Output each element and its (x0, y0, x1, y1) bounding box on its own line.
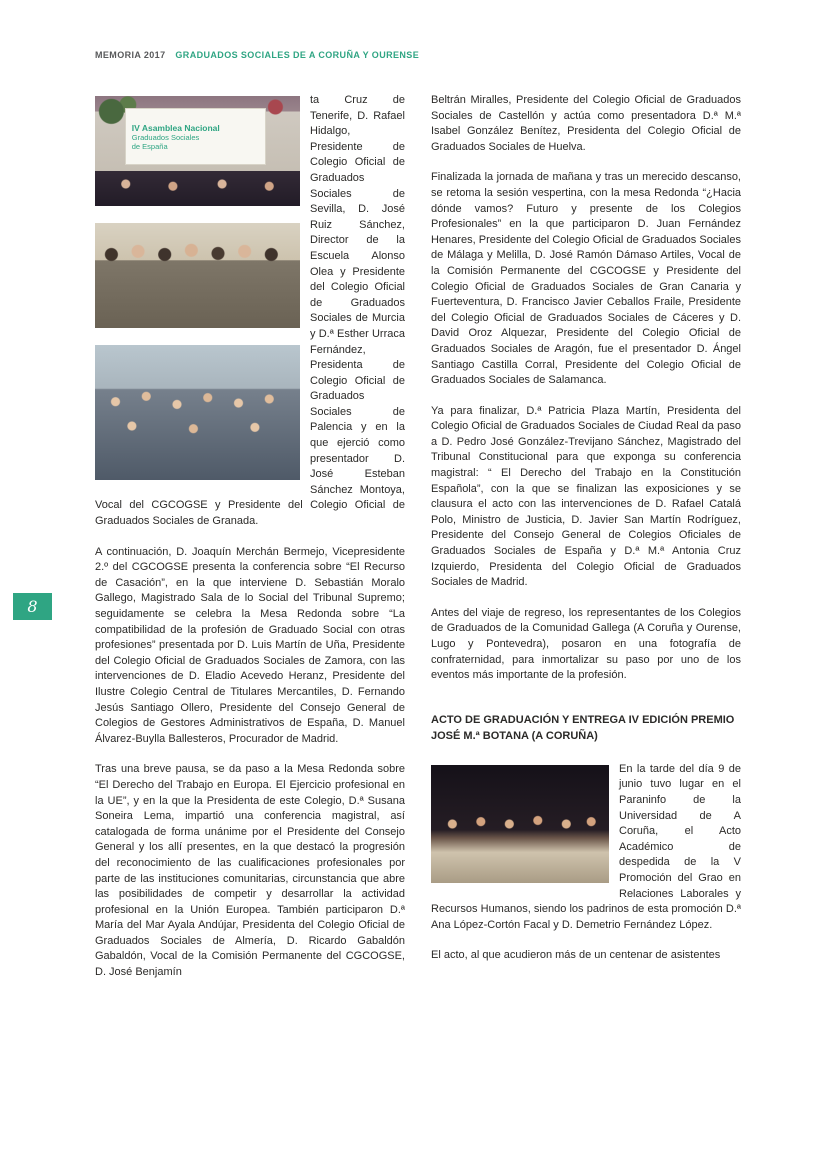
wrapped-paragraph-block (431, 762, 741, 934)
wrapped-paragraph-block (95, 93, 405, 530)
body-paragraph: Tras una breve pausa, se da paso a la Mesa Redonda sobre “El Derecho del Trabajo en Europa. El Ejercicio profesional en la UE”, y en la que la Presidenta de este Colegio, D.ª Susana Soneira Lema, impartió una conferencia magistral, así catalogada de forma unánime por el Presidente del Consejo General y los allí presentes, en la que destacó la progresión del reconocimiento de las cualificaciones profesionales por parte de las instituciones comunitarias, circunstancia que abre las posibilidades de competir y desarrollar la actividad profesional en la Unión Europea. También participaron D.ª María del Mar Ayala Andújar, Presidenta del Colegio Oficial de Graduados Sociales de Almería, D. Ricardo Gabaldón Gabaldón, Vocal de la Comisión Permanente del CGCOGSE, D. José Benjamín (95, 763, 405, 979)
photo-asamblea-nacional-slide (95, 96, 300, 206)
body-paragraph-wrap: ta Cruz de Tenerife, D. Rafael Hidalgo, Presidente de Colegio Oficial de Graduados Sociales de Sevilla, D. José Ruiz Sánchez, Director de la Escuela Alonso Olea y Presidente del Colegio Oficial de Graduados Sociales de Murcia y D.ª Esther Urraca Fernández, Presidenta de Colegio Oficial de Graduados Sociales de Palencia y en la que ejerció como presentador D. José Esteban Sánchez Montoya, Vocal del CGCOGSE y Presidente del Colegio Oficial de Graduados Sociales de Granada. (95, 94, 405, 528)
body-paragraph: Ya para finalizar, D.ª Patricia Plaza Martín, Presidenta del Colegio Oficial de Graduados Sociales de Ciudad Real da paso a D. Pedro José González-Trevijano Sánchez, Magistrado del Tribunal Constitucional para que exponga su conferencia magistral: “ El Derecho del Trabajo en la Constitución Española”, con la que se finalizan las exposiciones y se clausura el acto con las intervenciones de D. Rafael Catalá Polo, Ministro de Justicia, D. Javier San Martín Rodríguez, Presidente del Consejo General de Colegios Oficiales de Graduados Sociales de España y D.ª M.ª Antonia Cruz Izquierdo, Presidenta del Colegio Oficial de Graduados Sociales de Madrid. (431, 404, 741, 589)
body-paragraph: Antes del viaje de regreso, los representantes de los Colegios de Graduados de la Comunidad Gallega (A Coruña y Ourense, Lugo y Pontevedra), posaron en una fotografía de confraternidad, para inmortalizar su paso por uno de los eventos más importante de la profesión. (431, 606, 741, 682)
body-paragraph: A continuación, D. Joaquín Merchán Bermejo, Vicepresidente 2.º del CGCOGSE presenta la conferencia sobre “El Recurso de Casación”, en la que interviene D. Sebastián Moralo Gallego, Magistrado Sala de lo Social del Tribunal Supremo; seguidamente se celebra la Mesa Redonda sobre “La compatibilidad de la profesión de Graduado Social con otras profesiones” presentada por D. Luis Martín de Uña, Presidente del Colegio Oficial de Graduados Sociales de Zamora, con las intervenciones de D. Eladio Acevedo Heranz, Presidente del Ilustre Colegio Central de Titulares Mercantiles, D. Fernando Jesús Santiago Ollero, Presidente del Consejo General de Colegios de Gestores Administrativos de España, D. Manuel Álvarez-Buylla Ballesteros, Procurador de Madrid. (95, 545, 405, 745)
photo-large-group (95, 345, 300, 480)
slide-subtitle: Graduados Sociales (131, 132, 200, 142)
body-paragraph: Beltrán Miralles, Presidente del Colegio Oficial de Graduados Sociales de Castellón y actúa como presentadora D.ª M.ª Isabel González Benítez, Presidenta del Colegio Oficial de Graduados Sociales de Huelva. (431, 94, 741, 153)
memoria-title: MEMORIA 2017 (95, 50, 166, 60)
content-area (95, 93, 741, 996)
page-number-badge (13, 593, 52, 620)
right-column (431, 93, 741, 996)
page-number: 8 (27, 597, 38, 616)
photo-graduation-panel (431, 765, 609, 883)
body-paragraph: Finalizada la jornada de mañana y tras un merecido descanso, se retoma la sesión vespertina, con la mesa Redonda “¿Hacia dónde vamos? Futuro y presente de los Colegios Profesionales” en la que participaron D. Juan Fernández Henares, Presidente del Colegio Oficial de Graduados Sociales de Málaga y Melilla, D. José Ramón Dámaso Artiles, Vocal de la Comisión Permanente del CGCOGSE y Presidente del Colegio Oficial de Graduados Sociales de Gran Canaria y Fuerteventura, D. Francisco Javier Ceballos Fraile, Presidente del Colegio Oficial de Graduados Sociales de Cáceres y D. David Oroz Alquezar, Presidente del Colegio Oficial de Graduados Sociales de Aragón, fue el presentador D. Ángel Santiago Castilla Corral, Presidente del Colegio Oficial de Graduados Sociales de Salamanca. (431, 171, 741, 387)
slide-subtitle-2: de España (131, 141, 168, 151)
left-column (95, 93, 405, 996)
body-paragraph-wrap: En la tarde del día 9 de junio tuvo lugar en el Paraninfo de la Universidad de A Coruña, el Acto Académico de despedida de la V Promoción del Grao en Relaciones Laborales y Recursos Humanos, siendo los padrinos de esta promoción D.ª Ana López-Cortón Facal y D. Demetrio Fernández López. (431, 762, 741, 931)
projection-slide (126, 109, 265, 164)
memoria-subtitle: GRADUADOS SOCIALES DE A CORUÑA Y OURENSE (175, 50, 420, 60)
photo-group-standing (95, 223, 300, 328)
section-heading-acto-graduacion: ACTO DE GRADUACIÓN Y ENTREGA IV EDICIÓN PREMIO JOSÉ M.ª BOTANA (A CORUÑA) (431, 713, 735, 742)
slide-title: IV Asamblea Nacional (131, 122, 220, 133)
page-header (95, 50, 419, 60)
body-paragraph: El acto, al que acudieron más de un centenar de asistentes (431, 949, 721, 962)
